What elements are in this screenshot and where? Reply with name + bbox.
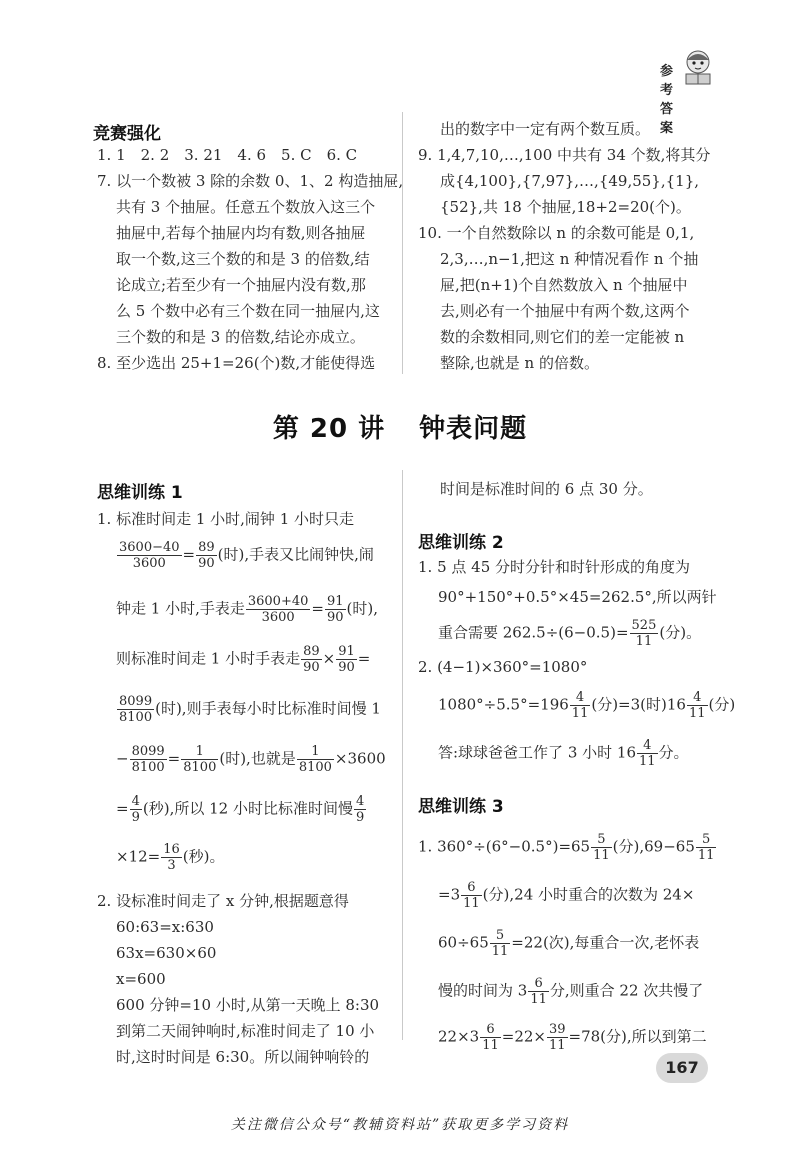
answer-line: $\frac{8099}{8100}$ (时),则手表每小时比标准时间慢 1 (119, 694, 381, 725)
answer-line: 9. 1,4,7,10,…,100 中共有 34 个数,将其分 (418, 146, 711, 164)
chapter-number: 第 20 讲 (272, 414, 386, 444)
cartoon-mascot-reading-icon (680, 48, 716, 88)
fraction: $\frac{5}{11}$ (697, 832, 715, 863)
answer-line: 时间是标准时间的 6 点 30 分。 (440, 480, 653, 498)
section-title-training-1: 思维训练 1 (97, 483, 183, 503)
answer-line: 2. 设标准时间走了 x 分钟,根据题意得 (97, 892, 349, 910)
answer-line: 答:球球爸爸工作了 3 小时 16 $\frac{4}{11}$ 分。 (438, 738, 689, 769)
answer-line: 则标准时间走 1 小时手表走 $\frac{89}{90}$ × $\frac{91}{90}$ = (116, 644, 371, 675)
answer-line: 屉,把(n+1)个自然数放入 n 个抽屉中 (440, 276, 688, 294)
answer-line: 7. 以一个数被 3 除的余数 0、1、2 构造抽屉, (97, 172, 404, 190)
answer-line: ×12= $\frac{16}{3}$ (秒)。 (116, 842, 225, 873)
fraction: $\frac{3600-40}{3600}$ (119, 540, 180, 571)
answer-line: 1080°÷5.5°=196 $\frac{4}{11}$ (分)=3(时)16 $\frac{4}{11}$ (分) (438, 690, 736, 721)
answer-line: 数的余数相同,则它们的差一定能被 n (440, 328, 685, 346)
fraction: $\frac{4}{11}$ (639, 738, 656, 769)
footer-note: 关注微信公众号“教辅资料站”获取更多学习资料 (230, 1117, 570, 1133)
answer-line: 2. (4−1)×360°=1080° (418, 658, 588, 676)
answer-line: 重合需要 262.5÷(6−0.5)= $\frac{525}{11}$ (分)。 (438, 618, 702, 649)
fraction: $\frac{16}{3}$ (163, 842, 180, 873)
fraction: $\frac{525}{11}$ (631, 618, 657, 649)
chapter-heading (0, 408, 800, 445)
fraction: $\frac{4}{9}$ (131, 794, 140, 825)
answer-line: 2,3,…,n−1,把这 n 种情况看作 n 个抽 (440, 250, 699, 268)
answer-line: − $\frac{8099}{8100}$ = $\frac{1}{8100}$ (时),也就是 $\frac{1}{8100}$ ×3600 (116, 744, 386, 775)
fraction: $\frac{91}{90}$ (338, 644, 355, 675)
answer-line: 三个数的和是 3 的倍数,结论亦成立。 (116, 328, 365, 346)
answer-line: 1. 1 2. 2 3. 21 4. 6 5. C 6. C (97, 146, 358, 164)
answer-line: 60÷65 $\frac{5}{11}$ =22(次),每重合一次,老怀表 (438, 928, 700, 959)
answer-line: 论成立;若至少有一个抽屉内没有数,那 (116, 276, 366, 294)
answer-line: 600 分钟=10 小时,从第一天晚上 8:30 (116, 996, 380, 1014)
column-divider-bottom (402, 470, 403, 1040)
answer-line: {52},共 18 个抽屉,18+2=20(个)。 (440, 198, 691, 216)
fraction: $\frac{39}{11}$ (548, 1022, 566, 1053)
page-number: 167 (656, 1053, 708, 1083)
fraction: $\frac{4}{11}$ (571, 690, 589, 721)
answer-line: 8. 至少选出 25+1=26(个)数,才能使得选 (97, 354, 376, 372)
answer-line: =3 $\frac{6}{11}$ (分),24 小时重合的次数为 24× (438, 880, 695, 911)
answer-line: 1. 5 点 45 分时分针和时针形成的角度为 (418, 558, 691, 576)
fraction: $\frac{91}{90}$ (326, 594, 344, 625)
fraction: $\frac{1}{8100}$ (298, 744, 332, 775)
answer-line: = $\frac{4}{9}$ (秒),所以 12 小时比标准时间慢 $\frac{4}{9}$ (116, 794, 365, 825)
header-label: 参考答案 (659, 64, 674, 136)
answer-line: 63x=630×60 (116, 944, 217, 962)
fraction: $\frac{6}{11}$ (463, 880, 480, 911)
fraction: $\frac{6}{11}$ (530, 976, 547, 1007)
fraction: $\frac{6}{11}$ (482, 1022, 499, 1053)
fraction: $\frac{3600+40}{3600}$ (247, 594, 309, 625)
answer-line: 10. 一个自然数除以 n 的余数可能是 0,1, (418, 224, 695, 242)
column-divider-top (402, 112, 403, 374)
answer-line: 去,则必有一个抽屉中有两个数,这两个 (440, 302, 690, 320)
fraction: $\frac{1}{8100}$ (183, 744, 217, 775)
answer-line: 1. 360°÷(6°−0.5°)=65 $\frac{5}{11}$ (分),69−65 $\frac{5}{11}$ (418, 832, 715, 863)
fraction: $\frac{8099}{8100}$ (119, 694, 153, 725)
answer-line: 整除,也就是 n 的倍数。 (440, 354, 599, 372)
chapter-title: 钟表问题 (419, 414, 528, 444)
answer-line: x=600 (116, 970, 166, 988)
fraction: $\frac{5}{11}$ (593, 832, 610, 863)
answer-line: 成{4,100},{7,97},…,{49,55},{1}, (440, 172, 700, 190)
fraction: $\frac{4}{9}$ (355, 794, 365, 825)
section-title-training-3: 思维训练 3 (418, 797, 504, 817)
answer-line: 抽屉中,若每个抽屉内均有数,则各抽屉 (116, 224, 366, 242)
fraction: $\frac{8099}{8100}$ (131, 744, 165, 775)
fraction: $\frac{89}{90}$ (303, 644, 320, 675)
answer-line: 钟走 1 小时,手表走 $\frac{3600+40}{3600}$ = $\frac{91}{90}$ (时), (116, 594, 378, 625)
answer-line: 60:63=x:630 (116, 918, 214, 936)
answer-line: 22×3 $\frac{6}{11}$ =22× $\frac{39}{11}$ =78(分),所以到第二 (438, 1022, 707, 1053)
answer-line: 共有 3 个抽屉。任意五个数放入这三个 (116, 198, 376, 216)
answer-line: 1. 标准时间走 1 小时,闹钟 1 小时只走 (97, 510, 355, 528)
section-title-competition: 竞赛强化 (93, 124, 161, 144)
fraction: $\frac{89}{90}$ (198, 540, 215, 571)
fraction: $\frac{4}{11}$ (688, 690, 706, 721)
answer-line: 慢的时间为 3 $\frac{6}{11}$ 分,则重合 22 次共慢了 (438, 976, 704, 1007)
answer-line: 出的数字中一定有两个数互质。 (440, 120, 651, 138)
answer-line: 到第二天闹钟响时,标准时间走了 10 小 (116, 1022, 375, 1040)
fraction: $\frac{5}{11}$ (491, 928, 509, 959)
answer-line: $\frac{3600-40}{3600}$ = $\frac{89}{90}$ (时),手表又比闹钟快,闹 (119, 540, 374, 571)
section-title-training-2: 思维训练 2 (418, 533, 504, 553)
answer-line: 取一个数,这三个数的和是 3 的倍数,结 (116, 250, 370, 268)
answer-line: 时,这时时间是 6:30。所以闹钟响铃的 (116, 1048, 370, 1066)
answer-line: 90°+150°+0.5°×45=262.5°,所以两针 (438, 588, 717, 606)
answer-line: 么 5 个数中必有三个数在同一抽屉内,这 (116, 302, 380, 320)
